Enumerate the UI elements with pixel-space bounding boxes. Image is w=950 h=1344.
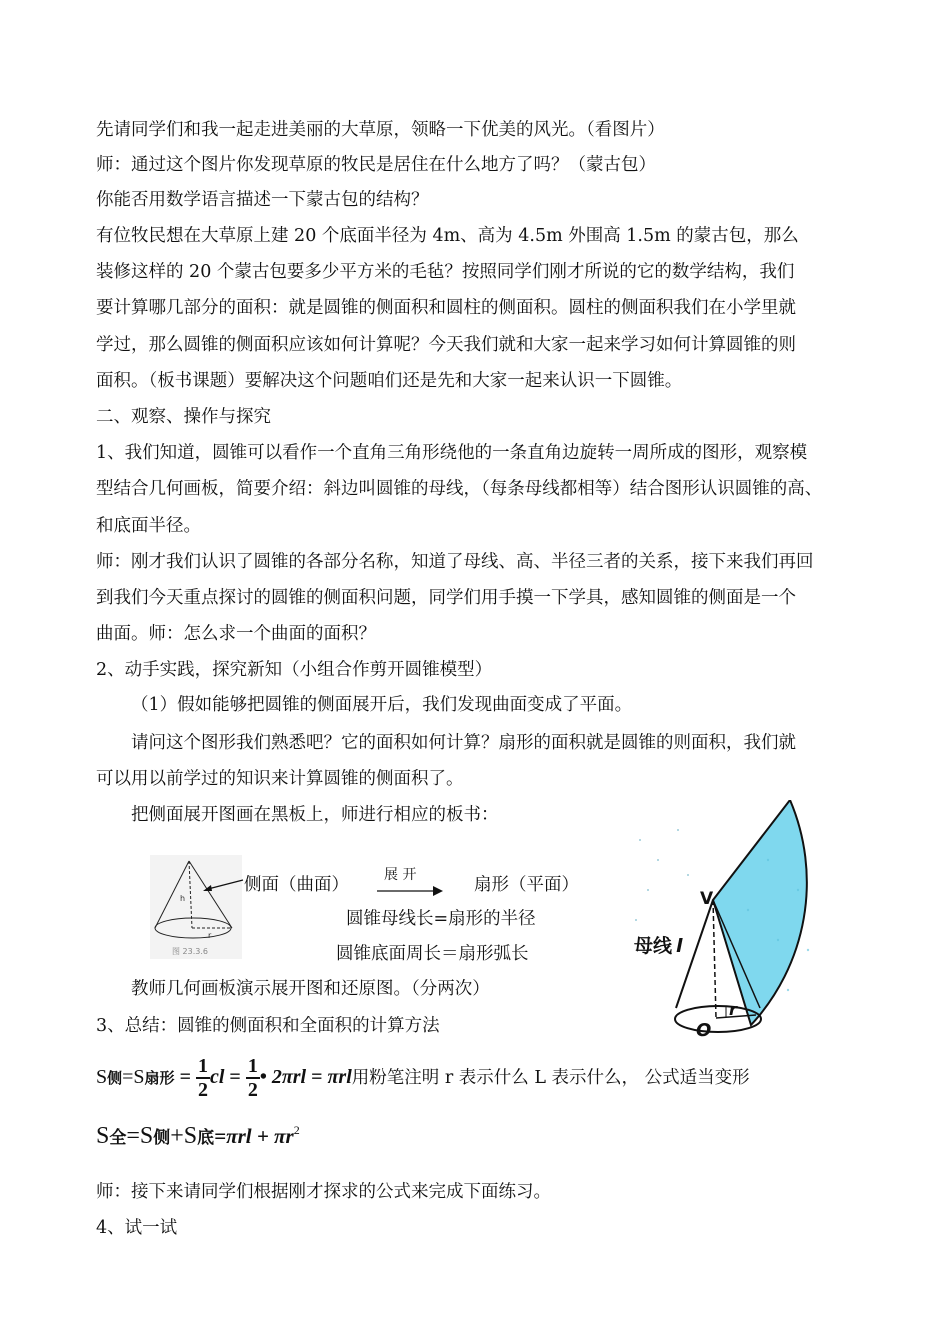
fig-h-label: h xyxy=(180,894,186,903)
paragraph: 教师几何画板演示展开图和还原图。（分两次） xyxy=(131,979,490,999)
paragraph: 把侧面展开图画在黑板上，师进行相应的板书： xyxy=(131,805,499,825)
paragraph: 和底面半径。 xyxy=(96,516,201,536)
paragraph: 2、动手实践，探究新知（小组合作剪开圆锥模型） xyxy=(96,660,493,680)
paragraph: 先请同学们和我一起走进美丽的大草原，领略一下优美的风光。（看图片） xyxy=(96,120,665,140)
formula-sub-side: 侧 xyxy=(107,1071,123,1087)
cone-unfold-figure xyxy=(628,800,853,1050)
total-area-formula xyxy=(96,1110,300,1158)
paragraph: 到我们今天重点探讨的圆锥的侧面积问题，同学们用手摸一下学具，感知圆锥的侧面是一个 xyxy=(96,588,796,608)
formula-note: 用粉笔注明 r 表示什么 L 表示什么， 公式适当变形 xyxy=(351,1068,750,1088)
paragraph: 3、总结：圆锥的侧面积和全面积的计算方法 xyxy=(96,1016,440,1036)
board-arrow-label: 展 开 xyxy=(384,867,417,883)
paragraph: 1、我们知道，圆锥可以看作一个直角三角形绕他的一条直角边旋转一周所成的图形，观察模 xyxy=(96,443,808,463)
formula-s: S xyxy=(96,1123,110,1149)
formula-cl: cl xyxy=(209,1066,225,1088)
paragraph: 师：接下来请同学们根据刚才探求的公式来完成下面练习。 xyxy=(96,1182,551,1202)
l-label: l xyxy=(676,935,683,957)
center-label: O xyxy=(696,1020,712,1041)
lateral-area-formula xyxy=(96,1053,750,1103)
formula-rhs: =πrl + πr xyxy=(214,1124,294,1148)
fig-r-label: r xyxy=(208,931,212,940)
paragraph: 师：通过这个图片你发现草原的牧民是居住在什么地方了吗？（蒙古包） xyxy=(96,155,656,175)
paragraph: 可以用以前学过的知识来计算圆锥的侧面积了。 xyxy=(96,769,464,789)
formula-eq: =S xyxy=(122,1066,145,1088)
formula-pirl: πrl xyxy=(327,1066,352,1088)
formula-eq: = xyxy=(179,1066,191,1088)
pointer-arrow xyxy=(200,870,245,895)
formula-sup: 2 xyxy=(293,1123,300,1137)
paragraph: 你能否用数学语言描述一下蒙古包的结构？ xyxy=(96,190,429,210)
paragraph: 面积。（板书课题）要解决这个问题咱们还是先和大家一起来认识一下圆锥。 xyxy=(96,371,683,391)
paragraph: 装修这样的 20 个蒙古包要多少平方米的毛毡？按照同学们刚才所说的它的数学结构，我们 xyxy=(96,262,795,282)
board-sector-label: 扇形（平面） xyxy=(474,875,579,895)
board-equation: 圆锥底面周长＝扇形弧长 xyxy=(336,944,529,964)
formula-eq: = xyxy=(311,1066,323,1088)
paragraph: 曲面。师：怎么求一个曲面的面积？ xyxy=(96,624,376,644)
formula-eq: = xyxy=(229,1066,241,1088)
radius-label: r xyxy=(729,1000,737,1019)
generatrix-label: 母线 xyxy=(634,935,673,957)
paragraph: 请问这个图形我们熟悉吧？它的面积如何计算？扇形的面积就是圆锥的则面积，我们就 xyxy=(131,733,796,753)
section-heading: 二、观察、操作与探究 xyxy=(96,407,271,427)
formula-sub-sector: 扇形 xyxy=(144,1071,175,1087)
formula-sub-base: 底 xyxy=(197,1128,215,1147)
paragraph: 要计算哪几部分的面积：就是圆锥的侧面积和圆柱的侧面积。圆柱的侧面积我们在小学里就 xyxy=(96,298,796,318)
paragraph: 有位牧民想在大草原上建 20 个底面半径为 4m、高为 4.5m 外围高 1.5m 的蒙古包，那么 xyxy=(96,226,799,246)
unfold-arrow xyxy=(375,883,445,899)
formula-2pirl: 2πrl xyxy=(271,1066,307,1088)
paragraph: （1）假如能够把圆锥的侧面展开后，我们发现曲面变成了平面。 xyxy=(131,695,633,715)
formula-plus: +S xyxy=(170,1123,198,1149)
board-equation: 圆锥母线长=扇形的半径 xyxy=(346,909,536,929)
formula-dot: • xyxy=(259,1066,267,1088)
fig-caption: 图 23.3.6 xyxy=(172,947,208,956)
fraction-half: $\frac{1}{2}$ xyxy=(247,1055,258,1102)
formula-eq: =S xyxy=(126,1123,154,1149)
paragraph: 学过，那么圆锥的侧面积应该如何计算呢？今天我们就和大家一起来学习如何计算圆锥的则 xyxy=(96,335,796,355)
formula-sub-side: 侧 xyxy=(153,1128,171,1147)
paragraph: 师：刚才我们认识了圆锥的各部分名称，知道了母线、高、半径三者的关系，接下来我们再回 xyxy=(96,552,814,572)
fraction-half: $\frac{1}{2}$ xyxy=(197,1055,208,1102)
paragraph: 4、试一试 xyxy=(96,1218,178,1238)
formula-sub-all: 全 xyxy=(109,1128,127,1147)
paragraph: 型结合几何画板，简要介绍：斜边叫圆锥的母线，（每条母线都相等）结合图形认识圆锥的高、 xyxy=(96,479,823,499)
formula-s: S xyxy=(96,1066,108,1088)
board-side-label: 侧面（曲面） xyxy=(244,875,349,895)
vertex-label: V xyxy=(700,889,714,909)
